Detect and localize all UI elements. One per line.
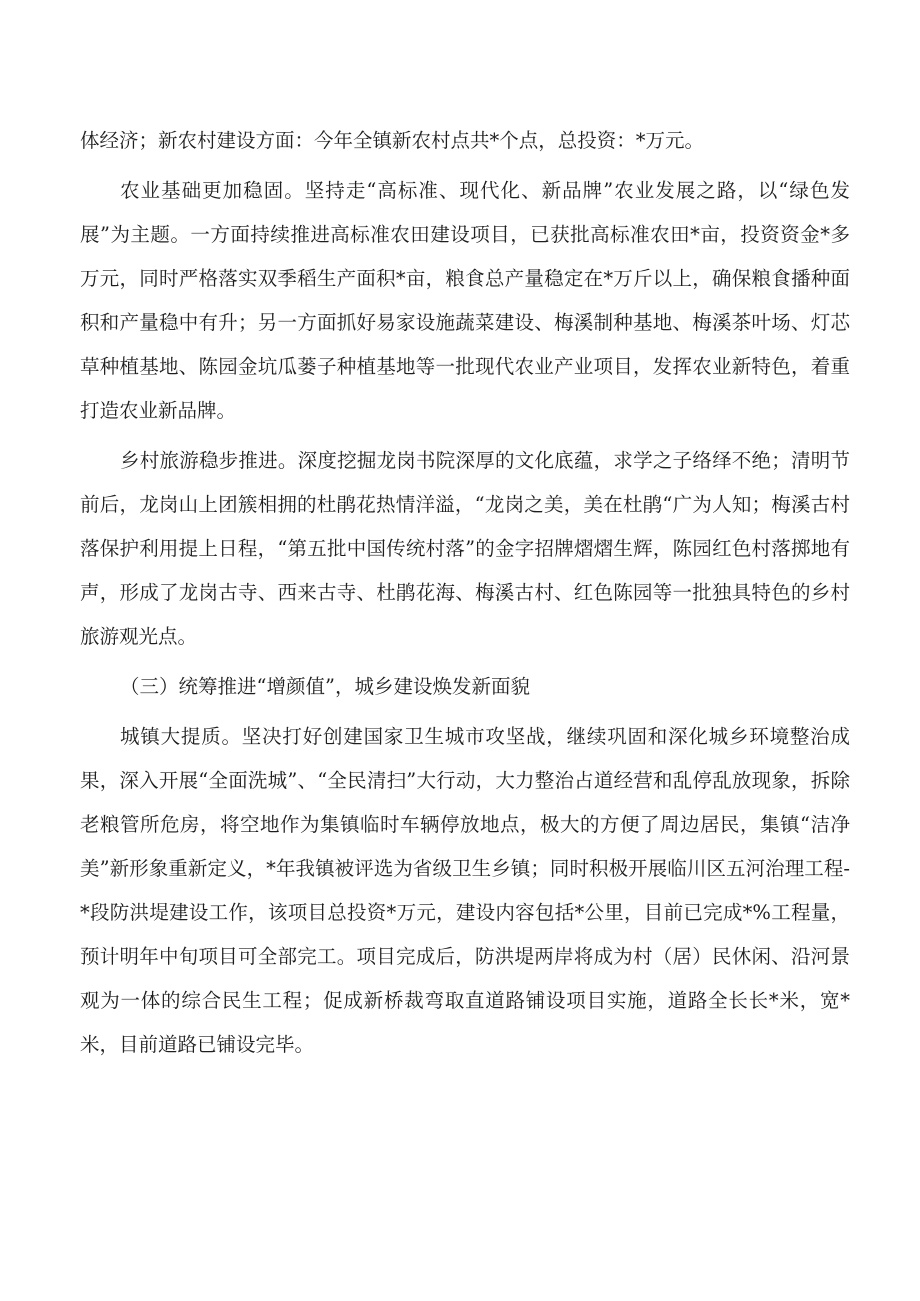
section-heading-3: （三）统筹推进“增颜值”，城乡建设焕发新面貌 [120, 675, 530, 698]
paragraph-rural-tourism: 乡村旅游稳步推进。深度挖掘龙岗书院深厚的文化底蕴，求学之子络绎不绝；清明节前后，龙岗山上团簇相拥的杜鹃花热情洋溢，“龙岗之美，美在杜鹃“广为人知；梅溪古村落保护利用提上日程，“第五批中国传统村落”的金字招牌熠熠生辉，陈园红色村落掷地有声，形成了龙岗古寺、西来古寺、杜鹃花海、梅溪古村、红色陈园等一批独具特色的乡村旅游观光点。 [80, 449, 850, 648]
paragraph-collective-economy: 体经济；新农村建设方面：今年全镇新农村点共*个点，总投资：*万元。 [80, 129, 705, 152]
paragraph-town-upgrade: 城镇大提质。坚决打好创建国家卫生城市攻坚战，继续巩固和深化城乡环境整治成果，深入开展“全面洗城”、“全民清扫”大行动，大力整治占道经营和乱停乱放现象，拆除老粮管所危房，将空地作为集镇临时车辆停放地点，极大的方便了周边居民，集镇“洁净美”新形象重新定义，*年我镇被评选为省级卫生乡镇；同时积极开展临川区五河治理工程-*段防洪堤建设工作，该项目总投资*万元，建设内容包括*公里，目前已完成*%工程量，预计明年中旬项目可全部完工。项目完成后，防洪堤两岸将成为村（居）民休闲、沿河景观为一体的综合民生工程；促成新桥裁弯取直道路铺设项目实施，道路全长长*米，宽*米，目前道路已铺设完毕。 [80, 725, 850, 1056]
document-body [80, 119, 850, 1067]
paragraph-agriculture: 农业基础更加稳固。坚持走“高标准、现代化、新品牌”农业发展之路，以“绿色发展”为主题。一方面持续推进高标准农田建设项目，已获批高标准农田*亩，投资资金*多万元，同时严格落实双季稻生产面积*亩，粮食总产量稳定在*万斤以上，确保粮食播种面积和产量稳中有升；另一方面抓好易家设施蔬菜建设、梅溪制种基地、梅溪茶叶场、灯芯草种植基地、陈园金坑瓜蒌子种植基地等一批现代农业产业项目，发挥农业新特色，着重打造农业新品牌。 [80, 179, 850, 422]
